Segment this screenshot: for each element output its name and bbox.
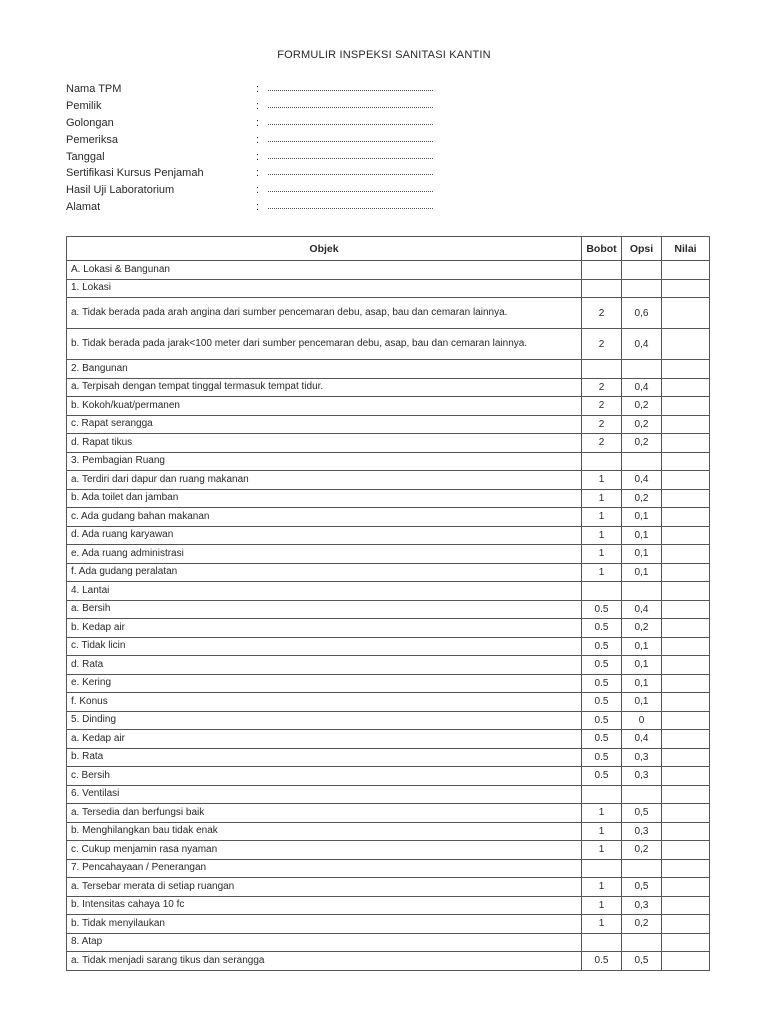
cell-nilai[interactable] <box>662 415 710 434</box>
cell-nilai[interactable] <box>662 656 710 675</box>
table-row <box>67 711 710 730</box>
cell-objek <box>67 822 582 841</box>
item-text: b. Rata <box>71 751 104 763</box>
cell-opsi <box>622 933 662 952</box>
cell-opsi: 0,2 <box>622 841 662 860</box>
info-label: Pemeriksa <box>66 133 118 146</box>
item-text: b. Kokoh/kuat/permanen <box>71 399 180 411</box>
info-label: Pemilik <box>66 100 102 113</box>
table-row <box>67 915 710 934</box>
table-row <box>67 329 710 360</box>
cell-bobot <box>582 859 622 878</box>
cell-opsi <box>622 360 662 379</box>
cell-nilai[interactable] <box>662 952 710 971</box>
cell-nilai[interactable] <box>662 452 710 471</box>
info-row <box>66 131 433 148</box>
cell-opsi: 0,2 <box>622 619 662 638</box>
cell-opsi: 0,4 <box>622 471 662 490</box>
item-text: b. Tidak berada pada jarak<100 meter dari sumber pencemaran debu, asap, bau dan cemaran lainnya. <box>71 338 528 349</box>
cell-opsi: 0,2 <box>622 434 662 453</box>
table-row <box>67 261 710 280</box>
cell-nilai[interactable] <box>662 329 710 360</box>
cell-bobot: 2 <box>582 415 622 434</box>
cell-nilai[interactable] <box>662 298 710 329</box>
cell-objek <box>67 637 582 656</box>
cell-opsi: 0,1 <box>622 526 662 545</box>
cell-nilai[interactable] <box>662 711 710 730</box>
header-opsi: Opsi <box>622 237 662 261</box>
cell-opsi <box>622 261 662 280</box>
cell-objek <box>67 619 582 638</box>
item-text: c. Cukup menjamin rasa nyaman <box>71 843 218 855</box>
cell-objek <box>67 452 582 471</box>
table-row <box>67 563 710 582</box>
cell-objek <box>67 711 582 730</box>
cell-opsi <box>622 452 662 471</box>
table-row <box>67 785 710 804</box>
item-text: b. Intensitas cahaya 10 fc <box>71 899 185 911</box>
cell-nilai[interactable] <box>662 508 710 527</box>
cell-opsi: 0,1 <box>622 674 662 693</box>
info-colon: : <box>256 116 260 129</box>
info-label: Alamat <box>66 200 101 213</box>
table-row <box>67 952 710 971</box>
table-row <box>67 804 710 823</box>
info-colon: : <box>256 150 260 163</box>
table-row <box>67 471 710 490</box>
info-colon: : <box>256 200 260 213</box>
info-colon: : <box>256 100 260 113</box>
item-text: 5. Dinding <box>71 714 117 726</box>
cell-objek <box>67 489 582 508</box>
cell-opsi: 0,6 <box>622 298 662 329</box>
cell-bobot <box>582 261 622 280</box>
item-text: 8. Atap <box>71 936 103 948</box>
info-fill-line[interactable] <box>268 115 433 125</box>
cell-bobot: 2 <box>582 329 622 360</box>
info-label: Tanggal <box>66 150 105 163</box>
cell-opsi: 0,1 <box>622 656 662 675</box>
item-text: d. Rata <box>71 658 104 670</box>
header-nilai: Nilai <box>662 237 710 261</box>
cell-nilai[interactable] <box>662 489 710 508</box>
cell-opsi: 0,5 <box>622 878 662 897</box>
cell-opsi: 0,4 <box>622 329 662 360</box>
cell-opsi <box>622 279 662 298</box>
cell-opsi: 0,4 <box>622 600 662 619</box>
cell-bobot: 1 <box>582 915 622 934</box>
cell-opsi: 0,5 <box>622 952 662 971</box>
cell-objek <box>67 360 582 379</box>
cell-bobot <box>582 582 622 601</box>
cell-objek <box>67 397 582 416</box>
cell-nilai[interactable] <box>662 693 710 712</box>
table-row <box>67 526 710 545</box>
info-label: Hasil Uji Laboratorium <box>66 184 175 197</box>
item-text: c. Tidak licin <box>71 640 126 652</box>
cell-objek <box>67 434 582 453</box>
cell-objek <box>67 933 582 952</box>
item-text: a. Tidak berada pada arah angina dari sumber pencemaran debu, asap, bau dan cemaran lainnya. <box>71 307 508 318</box>
cell-bobot: 0.5 <box>582 711 622 730</box>
cell-bobot: 0.5 <box>582 600 622 619</box>
cell-nilai[interactable] <box>662 933 710 952</box>
cell-bobot: 1 <box>582 471 622 490</box>
cell-nilai[interactable] <box>662 730 710 749</box>
cell-opsi: 0,3 <box>622 896 662 915</box>
item-text: d. Ada ruang karyawan <box>71 529 174 541</box>
cell-objek <box>67 279 582 298</box>
table-row <box>67 378 710 397</box>
page-title: FORMULIR INSPEKSI SANITASI KANTIN <box>277 49 491 61</box>
item-text: c. Ada gudang bahan makanan <box>71 510 210 522</box>
item-text: f. Ada gudang peralatan <box>71 566 178 578</box>
cell-nilai[interactable] <box>662 859 710 878</box>
info-row <box>66 81 433 98</box>
info-fill-line[interactable] <box>268 81 433 91</box>
info-fill-line[interactable] <box>268 182 433 192</box>
table-row <box>67 637 710 656</box>
cell-nilai[interactable] <box>662 804 710 823</box>
cell-nilai[interactable] <box>662 545 710 564</box>
cell-objek <box>67 767 582 786</box>
cell-bobot: 0.5 <box>582 656 622 675</box>
cell-nilai[interactable] <box>662 748 710 767</box>
cell-bobot: 0.5 <box>582 730 622 749</box>
item-text: 1. Lokasi <box>71 282 112 294</box>
cell-objek <box>67 952 582 971</box>
cell-bobot: 0.5 <box>582 748 622 767</box>
cell-bobot: 0.5 <box>582 767 622 786</box>
cell-bobot: 1 <box>582 545 622 564</box>
info-fill-line[interactable] <box>268 149 433 159</box>
info-row <box>66 115 433 132</box>
table-row <box>67 397 710 416</box>
table-row <box>67 674 710 693</box>
item-text: 3. Pembagian Ruang <box>71 455 165 467</box>
cell-bobot: 0.5 <box>582 619 622 638</box>
cell-objek <box>67 748 582 767</box>
item-text: 4. Lantai <box>71 584 110 596</box>
item-text: a. Terdiri dari dapur dan ruang makanan <box>71 473 249 485</box>
cell-nilai[interactable] <box>662 471 710 490</box>
cell-nilai[interactable] <box>662 279 710 298</box>
table-row <box>67 841 710 860</box>
cell-nilai[interactable] <box>662 526 710 545</box>
cell-bobot: 0.5 <box>582 637 622 656</box>
item-text: c. Bersih <box>71 769 110 781</box>
cell-opsi: 0,1 <box>622 545 662 564</box>
cell-objek <box>67 471 582 490</box>
cell-nilai[interactable] <box>662 563 710 582</box>
cell-bobot: 1 <box>582 489 622 508</box>
cell-objek <box>67 674 582 693</box>
cell-nilai[interactable] <box>662 397 710 416</box>
cell-bobot: 2 <box>582 434 622 453</box>
table-row <box>67 298 710 329</box>
info-row <box>66 98 433 115</box>
cell-bobot: 1 <box>582 822 622 841</box>
cell-bobot <box>582 933 622 952</box>
table-row <box>67 878 710 897</box>
item-text: f. Konus <box>71 695 108 707</box>
cell-objek <box>67 785 582 804</box>
cell-objek <box>67 878 582 897</box>
cell-objek <box>67 378 582 397</box>
table-row <box>67 279 710 298</box>
table-row <box>67 582 710 601</box>
cell-nilai[interactable] <box>662 360 710 379</box>
info-row <box>66 165 433 182</box>
cell-nilai[interactable] <box>662 582 710 601</box>
item-text: a. Tidak menjadi sarang tikus dan serangga <box>71 954 265 966</box>
cell-opsi: 0,1 <box>622 508 662 527</box>
info-colon: : <box>256 83 260 96</box>
table-row <box>67 434 710 453</box>
cell-opsi: 0,1 <box>622 693 662 712</box>
cell-objek <box>67 261 582 280</box>
cell-nilai[interactable] <box>662 822 710 841</box>
cell-nilai[interactable] <box>662 434 710 453</box>
cell-bobot <box>582 279 622 298</box>
header-bobot: Bobot <box>582 237 622 261</box>
item-text: e. Ada ruang administrasi <box>71 547 184 559</box>
cell-objek <box>67 563 582 582</box>
cell-opsi <box>622 785 662 804</box>
cell-objek <box>67 582 582 601</box>
cell-opsi: 0,3 <box>622 822 662 841</box>
cell-nilai[interactable] <box>662 378 710 397</box>
cell-opsi: 0,2 <box>622 397 662 416</box>
cell-bobot: 2 <box>582 378 622 397</box>
cell-opsi: 0,2 <box>622 415 662 434</box>
cell-objek <box>67 508 582 527</box>
cell-objek <box>67 526 582 545</box>
cell-objek <box>67 730 582 749</box>
info-fields <box>66 81 433 215</box>
cell-opsi: 0,4 <box>622 730 662 749</box>
info-fill-line[interactable] <box>268 165 433 175</box>
table-row <box>67 859 710 878</box>
table-row <box>67 619 710 638</box>
item-text: b. Menghilangkan bau tidak enak <box>71 825 218 837</box>
table-row <box>67 656 710 675</box>
cell-bobot: 1 <box>582 526 622 545</box>
table-row <box>67 748 710 767</box>
cell-bobot: 2 <box>582 397 622 416</box>
table-row <box>67 896 710 915</box>
cell-nilai[interactable] <box>662 637 710 656</box>
cell-objek <box>67 896 582 915</box>
table-row <box>67 933 710 952</box>
table-row <box>67 489 710 508</box>
info-colon: : <box>256 167 260 180</box>
info-row <box>66 182 433 199</box>
cell-bobot <box>582 452 622 471</box>
item-text: b. Kedap air <box>71 621 125 633</box>
table-row <box>67 545 710 564</box>
cell-nilai[interactable] <box>662 600 710 619</box>
table-row <box>67 822 710 841</box>
info-label: Sertifikasi Kursus Penjamah <box>66 167 204 180</box>
table-row <box>67 767 710 786</box>
cell-bobot <box>582 360 622 379</box>
cell-nilai[interactable] <box>662 674 710 693</box>
cell-objek <box>67 600 582 619</box>
cell-opsi: 0,1 <box>622 563 662 582</box>
inspection-table <box>66 236 710 971</box>
cell-bobot: 0.5 <box>582 952 622 971</box>
cell-objek <box>67 915 582 934</box>
info-fill-line[interactable] <box>268 98 433 108</box>
cell-opsi: 0,4 <box>622 378 662 397</box>
item-text: a. Kedap air <box>71 732 125 744</box>
info-colon: : <box>256 184 260 197</box>
table-row <box>67 415 710 434</box>
item-text: 2. Bangunan <box>71 362 128 374</box>
cell-bobot: 1 <box>582 878 622 897</box>
table-row <box>67 508 710 527</box>
cell-bobot: 0.5 <box>582 674 622 693</box>
cell-objek <box>67 656 582 675</box>
cell-nilai[interactable] <box>662 915 710 934</box>
item-text: d. Rapat tikus <box>71 436 133 448</box>
cell-objek <box>67 545 582 564</box>
table-header-row <box>67 237 710 261</box>
item-text: b. Tidak menyilaukan <box>71 917 165 929</box>
cell-opsi: 0,1 <box>622 637 662 656</box>
item-text: a. Bersih <box>71 603 111 615</box>
table-row <box>67 452 710 471</box>
cell-opsi <box>622 582 662 601</box>
cell-objek <box>67 693 582 712</box>
cell-bobot: 0.5 <box>582 693 622 712</box>
cell-objek <box>67 415 582 434</box>
table-row <box>67 600 710 619</box>
cell-bobot: 2 <box>582 298 622 329</box>
cell-bobot: 1 <box>582 563 622 582</box>
cell-objek <box>67 804 582 823</box>
info-fill-line[interactable] <box>268 199 433 209</box>
item-text: a. Terpisah dengan tempat tinggal termasuk tempat tidur. <box>71 381 324 393</box>
cell-bobot <box>582 785 622 804</box>
item-text: 6. Ventilasi <box>71 788 120 800</box>
cell-opsi: 0,2 <box>622 915 662 934</box>
info-colon: : <box>256 133 260 146</box>
table-row <box>67 360 710 379</box>
cell-objek <box>67 298 582 329</box>
cell-objek <box>67 329 582 360</box>
item-text: b. Ada toilet dan jamban <box>71 492 179 504</box>
cell-nilai[interactable] <box>662 261 710 280</box>
cell-opsi: 0,3 <box>622 748 662 767</box>
table-row <box>67 693 710 712</box>
cell-objek <box>67 841 582 860</box>
cell-bobot: 1 <box>582 804 622 823</box>
cell-opsi: 0 <box>622 711 662 730</box>
cell-nilai[interactable] <box>662 841 710 860</box>
cell-opsi: 0,5 <box>622 804 662 823</box>
info-row <box>66 148 433 165</box>
cell-opsi: 0,3 <box>622 767 662 786</box>
info-row <box>66 199 433 216</box>
item-text: a. Tersedia dan berfungsi baik <box>71 806 205 818</box>
cell-nilai[interactable] <box>662 896 710 915</box>
cell-nilai[interactable] <box>662 619 710 638</box>
cell-opsi: 0,2 <box>622 489 662 508</box>
info-fill-line[interactable] <box>268 132 433 142</box>
table-body <box>67 261 710 971</box>
cell-opsi <box>622 859 662 878</box>
cell-bobot: 1 <box>582 508 622 527</box>
header-objek: Objek <box>67 237 582 261</box>
cell-nilai[interactable] <box>662 785 710 804</box>
cell-objek <box>67 859 582 878</box>
cell-bobot: 1 <box>582 841 622 860</box>
cell-nilai[interactable] <box>662 878 710 897</box>
info-label: Golongan <box>66 116 114 129</box>
cell-bobot: 1 <box>582 896 622 915</box>
item-text: A. Lokasi & Bangunan <box>71 263 170 275</box>
item-text: 7. Pencahayaan / Penerangan <box>71 862 207 874</box>
cell-nilai[interactable] <box>662 767 710 786</box>
item-text: c. Rapat serangga <box>71 418 153 430</box>
table-row <box>67 730 710 749</box>
item-text: e. Kering <box>71 677 112 689</box>
info-label: Nama TPM <box>66 83 122 96</box>
item-text: a. Tersebar merata di setiap ruangan <box>71 880 235 892</box>
